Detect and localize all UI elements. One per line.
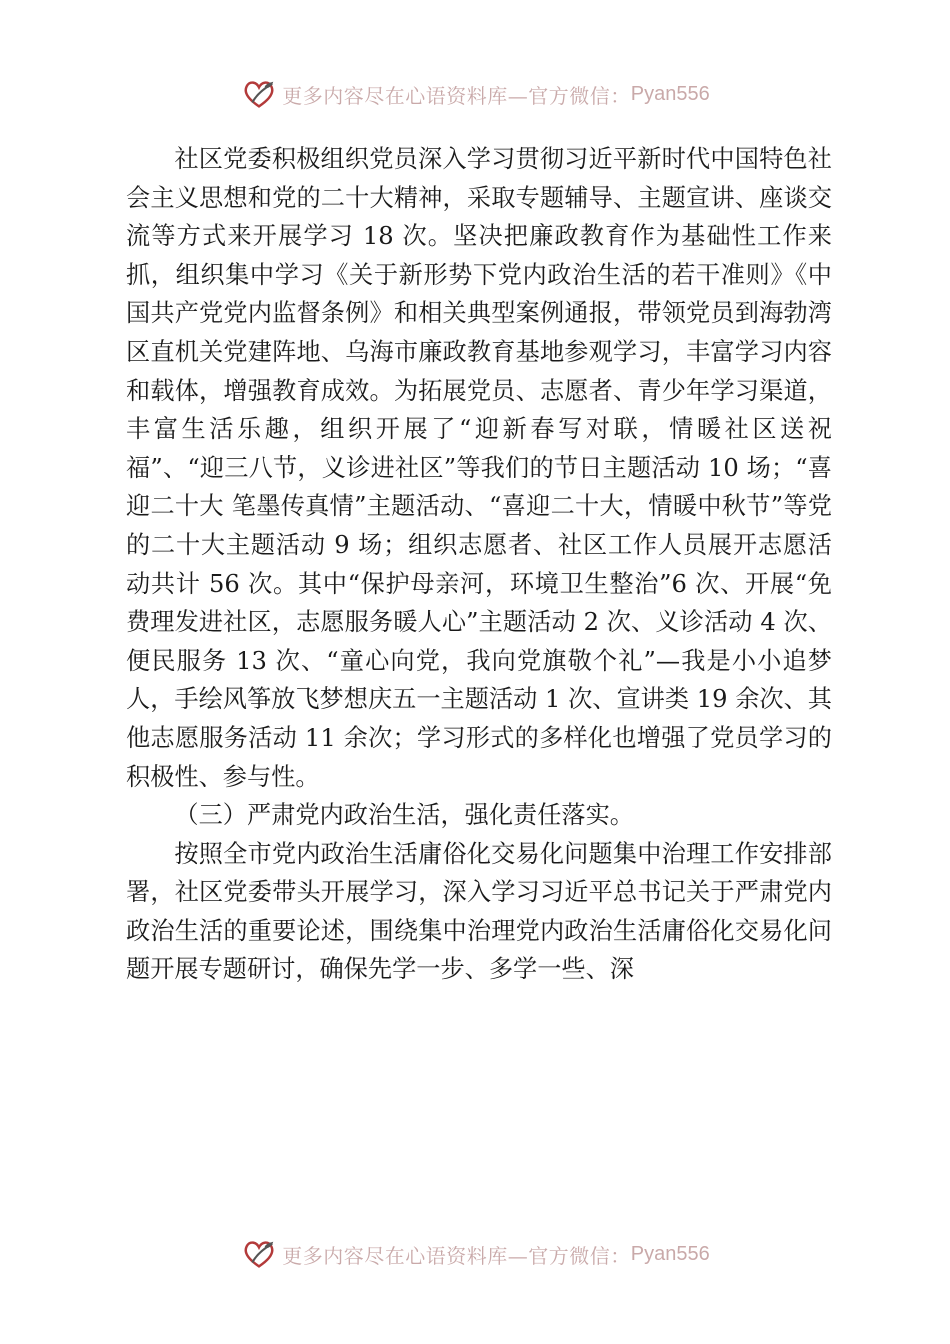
footer-banner [0, 1232, 950, 1276]
heart-leaf-logo-icon [240, 1235, 278, 1273]
header-banner [0, 72, 950, 116]
paragraph-activities: 社区党委积极组织党员深入学习贯彻习近平新时代中国特色社会主义思想和党的二十大精神，采取专题辅导、主题宣讲、座谈交流等方式来开展学习 18 次。坚决把廉政教育作为基础性工作来抓，组织集中学习《关于新形势下党内政治生活的若干准则》《中国共产党党内监督条例》和相关典型案例通报，带领党员到海勃湾区直机关党建阵地、乌海市廉政教育基地参观学习，丰富学习内容和载体，增强教育成效。为拓展党员、志愿者、青少年学习渠道，丰富生活乐趣，组织开展了“迎新春写对联，情暖社区送祝福”、“迎三八节，义诊进社区”等我们的节日主题活动 10 场；“喜迎二十大 笔墨传真情”主题活动、“喜迎二十大，情暖中秋节”等党的二十大主题活动 9 场；组织志愿者、社区工作人员展开志愿活动共计 56 次。其中“保护母亲河，环境卫生整治”6 次、开展“免费理发进社区，志愿服务暖人心”主题活动 2 次、义诊活动 4 次、便民服务 13 次、“童心向党，我向党旗敬个礼”—我是小小追梦人，手绘风筝放飞梦想庆五一主题活动 1 次、宣讲类 19 余次、其他志愿服务活动 11 余次；学习形式的多样化也增强了党员学习的积极性、参与性。 [126, 145, 832, 791]
section-heading-3: （三）严肃党内政治生活，强化责任落实。 [174, 801, 634, 830]
footer-wechat-id: Pyan556 [630, 1242, 710, 1265]
document-body [126, 140, 832, 989]
paragraph-political-life: 按照全市党内政治生活庸俗化交易化问题集中治理工作安排部署，社区党委带头开展学习，深入学习习近平总书记关于严肃党内政治生活的重要论述，围绕集中治理党内政治生活庸俗化交易化问题开展专题研讨，确保先学一步、多学一些、深 [126, 839, 832, 984]
header-wechat-id: Pyan556 [630, 82, 710, 105]
heart-leaf-logo-icon [240, 75, 278, 113]
footer-promo-text: 更多内容尽在心语资料库—官方微信： [282, 1243, 631, 1268]
header-promo-text: 更多内容尽在心语资料库—官方微信： [282, 83, 631, 108]
